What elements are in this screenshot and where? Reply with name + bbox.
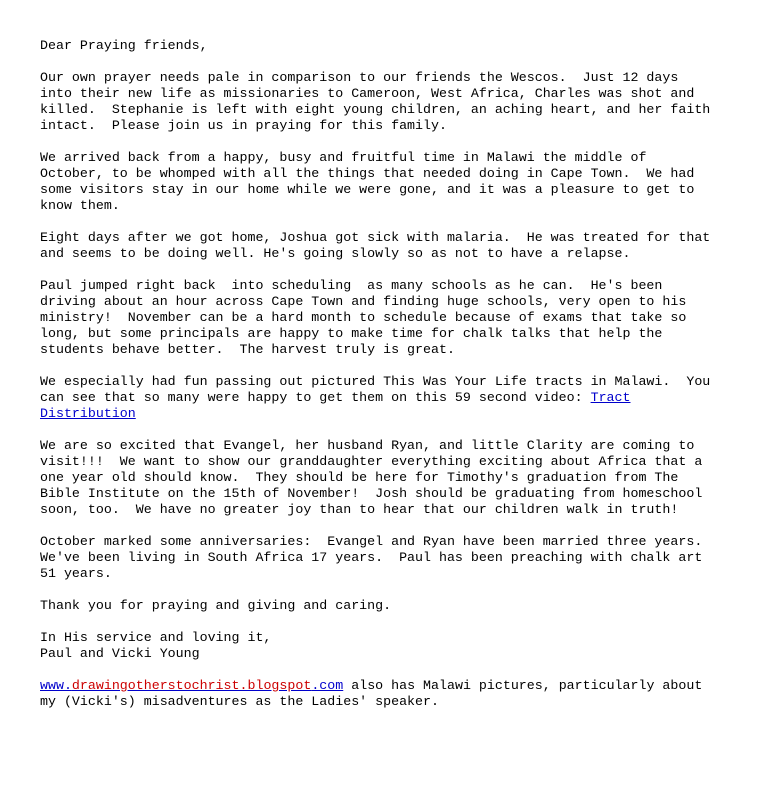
paragraph-line: some visitors stay in our home while we were gone, and it was a pleasure to get to [40, 182, 695, 197]
blog-note-text: also has Malawi pictures, particularly about [343, 678, 703, 693]
tract-distribution-link[interactable]: Tract [590, 390, 631, 405]
paragraph-line: intact. Please join us in praying for this family. [40, 118, 447, 133]
paragraph-malawi-return [40, 150, 730, 214]
paragraph-line: We especially had fun passing out pictured This Was Your Life tracts in Malawi. You [40, 374, 711, 389]
paragraph-scheduling [40, 278, 730, 358]
paragraph-line: long, but some principals are happy to make time for chalk talks that help the [40, 326, 663, 341]
paragraph-line: killed. Stephanie is left with eight young children, an aching heart, and her faith [40, 102, 711, 117]
salutation [40, 38, 730, 54]
closing [40, 630, 730, 662]
paragraph-line: one year old should know. They should be here for Timothy's graduation from The [40, 470, 679, 485]
blog-link-www: www. [40, 678, 72, 693]
paragraph-line: 51 years. [40, 566, 112, 581]
paragraph-thanks [40, 598, 730, 614]
paragraph-line: We arrived back from a happy, busy and fruitful time in Malawi the middle of [40, 150, 647, 165]
paragraph-line: and seems to be doing well. He's going slowly so as not to have a relapse. [40, 246, 631, 261]
paragraph-line: into their new life as missionaries to Cameroon, West Africa, Charles was shot and [40, 86, 695, 101]
paragraph-wescos [40, 70, 730, 134]
paragraph-line: Paul jumped right back into scheduling as many schools as he can. He's been [40, 278, 663, 293]
footer-blog-note [40, 678, 730, 710]
letter-body [40, 38, 730, 726]
paragraph-anniversaries [40, 534, 730, 582]
blog-link[interactable] [40, 678, 343, 693]
paragraph-line: Our own prayer needs pale in comparison to our friends the Wescos. Just 12 days [40, 70, 679, 85]
paragraph-line [40, 406, 730, 422]
paragraph-evangel-visit [40, 438, 730, 518]
tracts-text: can see that so many were happy to get them on this 59 second video: [40, 390, 591, 405]
blog-link-com: .com [311, 678, 344, 693]
paragraph-line: October marked some anniversaries: Evangel and Ryan have been married three years. [40, 534, 703, 549]
paragraph-line [40, 390, 730, 406]
paragraph-line: October, to be whomped with all the things that needed doing in Cape Town. We had [40, 166, 695, 181]
blog-link-name: drawingotherstochrist [71, 678, 240, 693]
paragraph-line: visit!!! We want to show our granddaughter everything exciting about Africa that a [40, 454, 703, 469]
closing-line: In His service and loving it, [40, 630, 272, 645]
paragraph-line: ministry! November can be a hard month to schedule because of exams that take so [40, 310, 687, 325]
paragraph-line: Thank you for praying and giving and caring. [40, 598, 392, 613]
paragraph-line: driving about an hour across Cape Town and finding huge schools, very open to his [40, 294, 687, 309]
salutation-text: Dear Praying friends, [40, 38, 208, 53]
paragraph-line: Eight days after we got home, Joshua got sick with malaria. He was treated for that [40, 230, 711, 245]
paragraph-line: students behave better. The harvest truly is great. [40, 342, 455, 357]
paragraph-line: Bible Institute on the 15th of November! Josh should be graduating from homeschool [40, 486, 703, 501]
paragraph-line: my (Vicki's) misadventures as the Ladies' speaker. [40, 694, 439, 709]
paragraph-line: know them. [40, 198, 120, 213]
paragraph-line: We are so excited that Evangel, her husband Ryan, and little Clarity are coming to [40, 438, 695, 453]
paragraph-line: We've been living in South Africa 17 years. Paul has been preaching with chalk art [40, 550, 703, 565]
tract-distribution-link-continued[interactable]: Distribution [40, 406, 136, 421]
paragraph-joshua-malaria [40, 230, 730, 262]
blog-link-blogspot: .blogspot [239, 678, 312, 693]
paragraph-line [40, 678, 730, 694]
signature: Paul and Vicki Young [40, 646, 200, 661]
paragraph-tracts [40, 374, 730, 422]
paragraph-line: soon, too. We have no greater joy than to hear that our children walk in truth! [40, 502, 679, 517]
